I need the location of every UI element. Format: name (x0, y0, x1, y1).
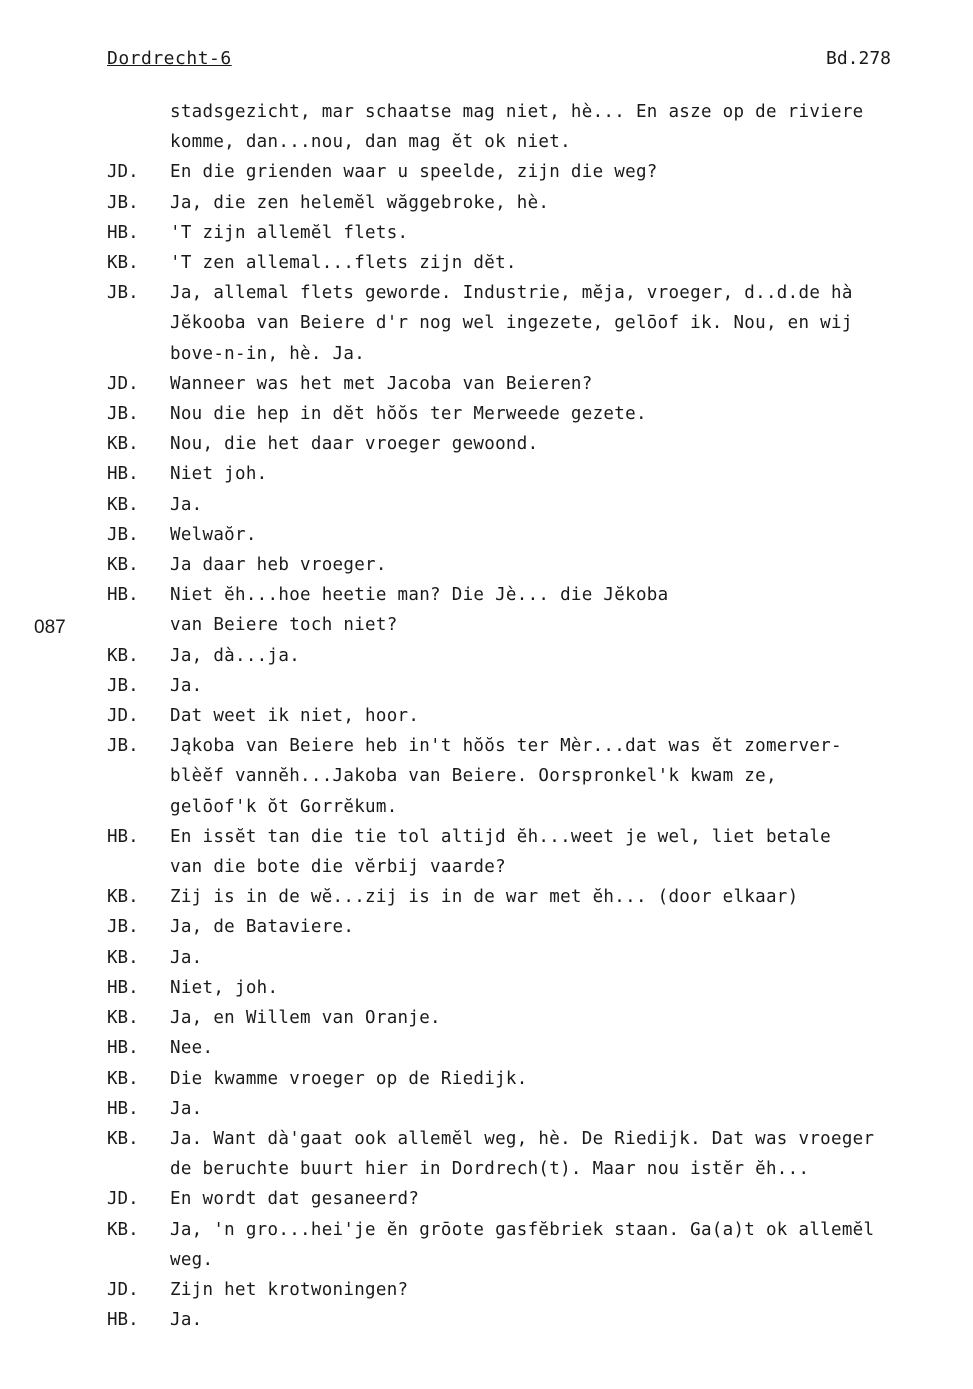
utterance-text: Ja. (170, 1310, 203, 1331)
transcript-line (107, 1245, 969, 1275)
speaker-label: KB. (107, 555, 139, 576)
utterance-text: Ja. (170, 1098, 203, 1119)
utterance-text: stadsgezicht, mar schaatse mag niet, hè... En asze op de riviere (170, 102, 864, 122)
speaker-label: JB. (107, 192, 139, 213)
transcript-line (107, 550, 969, 580)
utterance-text: Ja, dà...ja. (170, 645, 301, 666)
utterance-text: Dat weet ik niet, hoor. (170, 706, 420, 727)
speaker-label: KB. (107, 253, 139, 274)
transcript-line (107, 943, 969, 973)
utterance-text: En wordt dat gesaneerd? (170, 1189, 420, 1210)
speaker-label: HB. (107, 222, 139, 243)
transcript-line (107, 1124, 969, 1154)
speaker-label: KB. (107, 1219, 139, 1240)
utterance-text: bove-n-in, hè. Ja. (170, 343, 366, 364)
speaker-label: JB. (107, 524, 139, 545)
speaker-label: JB. (107, 404, 139, 425)
transcript-body (107, 97, 969, 1335)
utterance-text: Ja. (170, 494, 203, 515)
transcript-line (107, 127, 969, 157)
utterance-text: Ja, 'n gro...hei'je ĕn grōote gasfĕbriek staan. Ga(a)t ok allemĕl (170, 1219, 875, 1240)
transcript-line (107, 973, 969, 1003)
utterance-text: Welwaŏr. (170, 524, 257, 545)
utterance-text: gelōof'k ŏt Gorrĕkum. (170, 796, 398, 817)
speaker-label (107, 1154, 170, 1184)
transcript-line (107, 731, 969, 761)
transcript-line (107, 520, 969, 550)
utterance-text: de beruchte buurt hier in Dordrech(t). Maar nou istĕr ĕh... (170, 1159, 810, 1180)
utterance-text: Zij is in de wĕ...zij is in de war met ĕh... (door elkaar) (170, 887, 799, 908)
transcript-line (107, 248, 969, 278)
speaker-label: HB. (107, 1098, 139, 1119)
transcript-line (107, 188, 969, 218)
transcript-line (107, 792, 969, 822)
utterance-text: Nou, die het daar vroeger gewoond. (170, 434, 539, 455)
document-title: Dordrecht-6 (107, 48, 232, 69)
utterance-text: 'T zen allemal...flets zijn dĕt. (170, 253, 517, 274)
speaker-label (107, 1245, 170, 1275)
transcript-line (107, 1154, 969, 1184)
transcript-line (107, 97, 969, 127)
utterance-text: 'T zijn allemĕl flets. (170, 222, 409, 243)
transcript-line (107, 1064, 969, 1094)
utterance-text: weg. (170, 1249, 214, 1270)
speaker-label (107, 97, 170, 127)
utterance-text: Ja, de Bataviere. (170, 917, 355, 938)
speaker-label (107, 339, 170, 369)
transcript-line (107, 761, 969, 791)
speaker-label: HB. (107, 1310, 139, 1331)
transcript-line (107, 459, 969, 489)
utterance-text: Ja. Want dà'gaat ook allemĕl weg, hè. De Riedijk. Dat was vroeger (170, 1128, 875, 1149)
utterance-text: Ja, allemal flets geworde. Industrie, mĕja, vroeger, d..d.de hà (170, 283, 853, 304)
transcript-line (107, 671, 969, 701)
speaker-label: JB. (107, 736, 139, 757)
utterance-text: Jĕkooba van Beiere d'r nog wel ingezete, gelōof ik. Nou, en wij (170, 313, 853, 334)
transcript-line (107, 882, 969, 912)
speaker-label: JD. (107, 1279, 139, 1300)
utterance-text: En issĕt tan die tie tol altijd ĕh...weet je wel, liet betale (170, 826, 831, 847)
utterance-text: Nee. (170, 1038, 214, 1059)
transcript-line (107, 429, 969, 459)
page-reference: Bd.278 (826, 48, 892, 69)
utterance-text: Niet, joh. (170, 977, 279, 998)
utterance-text: Ja, die zen helemĕl wăggebroke, hè. (170, 192, 550, 213)
speaker-label: KB. (107, 947, 139, 968)
speaker-label (107, 610, 170, 640)
speaker-label: HB. (107, 585, 139, 606)
speaker-label: KB. (107, 434, 139, 455)
transcript-line (107, 1275, 969, 1305)
transcript-line (107, 852, 969, 882)
speaker-label: KB. (107, 1128, 139, 1149)
speaker-label: KB. (107, 645, 139, 666)
transcript-line (107, 822, 969, 852)
speaker-label: JD. (107, 1189, 139, 1210)
margin-counter: 087 (34, 617, 66, 638)
transcript-line (107, 1305, 969, 1335)
utterance-text: van Beiere toch niet? (170, 615, 398, 636)
utterance-text: Nou die hep in dĕt hŏŏs ter Merweede gezete. (170, 404, 647, 425)
speaker-label (107, 308, 170, 338)
speaker-label: HB. (107, 1038, 139, 1059)
utterance-text: van die bote die vĕrbij vaarde? (170, 857, 506, 878)
utterance-text: Niet joh. (170, 464, 268, 485)
transcript-line (107, 157, 969, 187)
utterance-text: Ja. (170, 947, 203, 968)
utterance-text: Jąkoba van Beiere heb in't hŏŏs ter Mèr...dat was ĕt zomerver- (170, 736, 842, 757)
speaker-label: KB. (107, 1008, 139, 1029)
speaker-label: JD. (107, 706, 139, 727)
transcript-line (107, 308, 969, 338)
speaker-label: HB. (107, 464, 139, 485)
utterance-text: Ja daar heb vroeger. (170, 555, 387, 576)
transcript-line (107, 912, 969, 942)
speaker-label: JD. (107, 373, 139, 394)
transcript-line (107, 1184, 969, 1214)
speaker-label (107, 792, 170, 822)
speaker-label: HB. (107, 826, 139, 847)
transcript-line (107, 580, 969, 610)
utterance-text: Ja. (170, 675, 203, 696)
utterance-text: Zijn het krotwoningen? (170, 1279, 409, 1300)
transcript-line (107, 369, 969, 399)
utterance-text: Wanneer was het met Jacoba van Beieren? (170, 373, 593, 394)
speaker-label: JB. (107, 283, 139, 304)
utterance-text: komme, dan...nou, dan mag ĕt ok niet. (170, 132, 571, 153)
transcript-line (107, 1033, 969, 1063)
speaker-label: JD. (107, 162, 139, 183)
transcript-line (107, 278, 969, 308)
transcript-line (107, 1215, 969, 1245)
utterance-text: En die grienden waar u speelde, zijn die weg? (170, 162, 658, 183)
speaker-label: HB. (107, 977, 139, 998)
transcript-line (107, 641, 969, 671)
transcript-line (107, 1003, 969, 1033)
speaker-label: JB. (107, 675, 139, 696)
utterance-text: blèĕf vannĕh...Jakoba van Beiere. Oorspronkel'k kwam ze, (170, 766, 777, 787)
transcript-line (107, 490, 969, 520)
transcript-line (107, 218, 969, 248)
speaker-label: JB. (107, 917, 139, 938)
speaker-label: KB. (107, 494, 139, 515)
transcript-line (107, 399, 969, 429)
transcript-line (107, 701, 969, 731)
speaker-label (107, 761, 170, 791)
transcript-line (107, 339, 969, 369)
utterance-text: Niet ĕh...hoe heetie man? Die Jè... die Jĕkoba (170, 585, 669, 606)
speaker-label (107, 127, 170, 157)
speaker-label: KB. (107, 887, 139, 908)
utterance-text: Die kwamme vroeger op de Riedijk. (170, 1068, 528, 1089)
speaker-label: KB. (107, 1068, 139, 1089)
transcript-line (107, 1094, 969, 1124)
speaker-label (107, 852, 170, 882)
utterance-text: Ja, en Willem van Oranje. (170, 1008, 441, 1029)
transcript-line (107, 610, 969, 640)
